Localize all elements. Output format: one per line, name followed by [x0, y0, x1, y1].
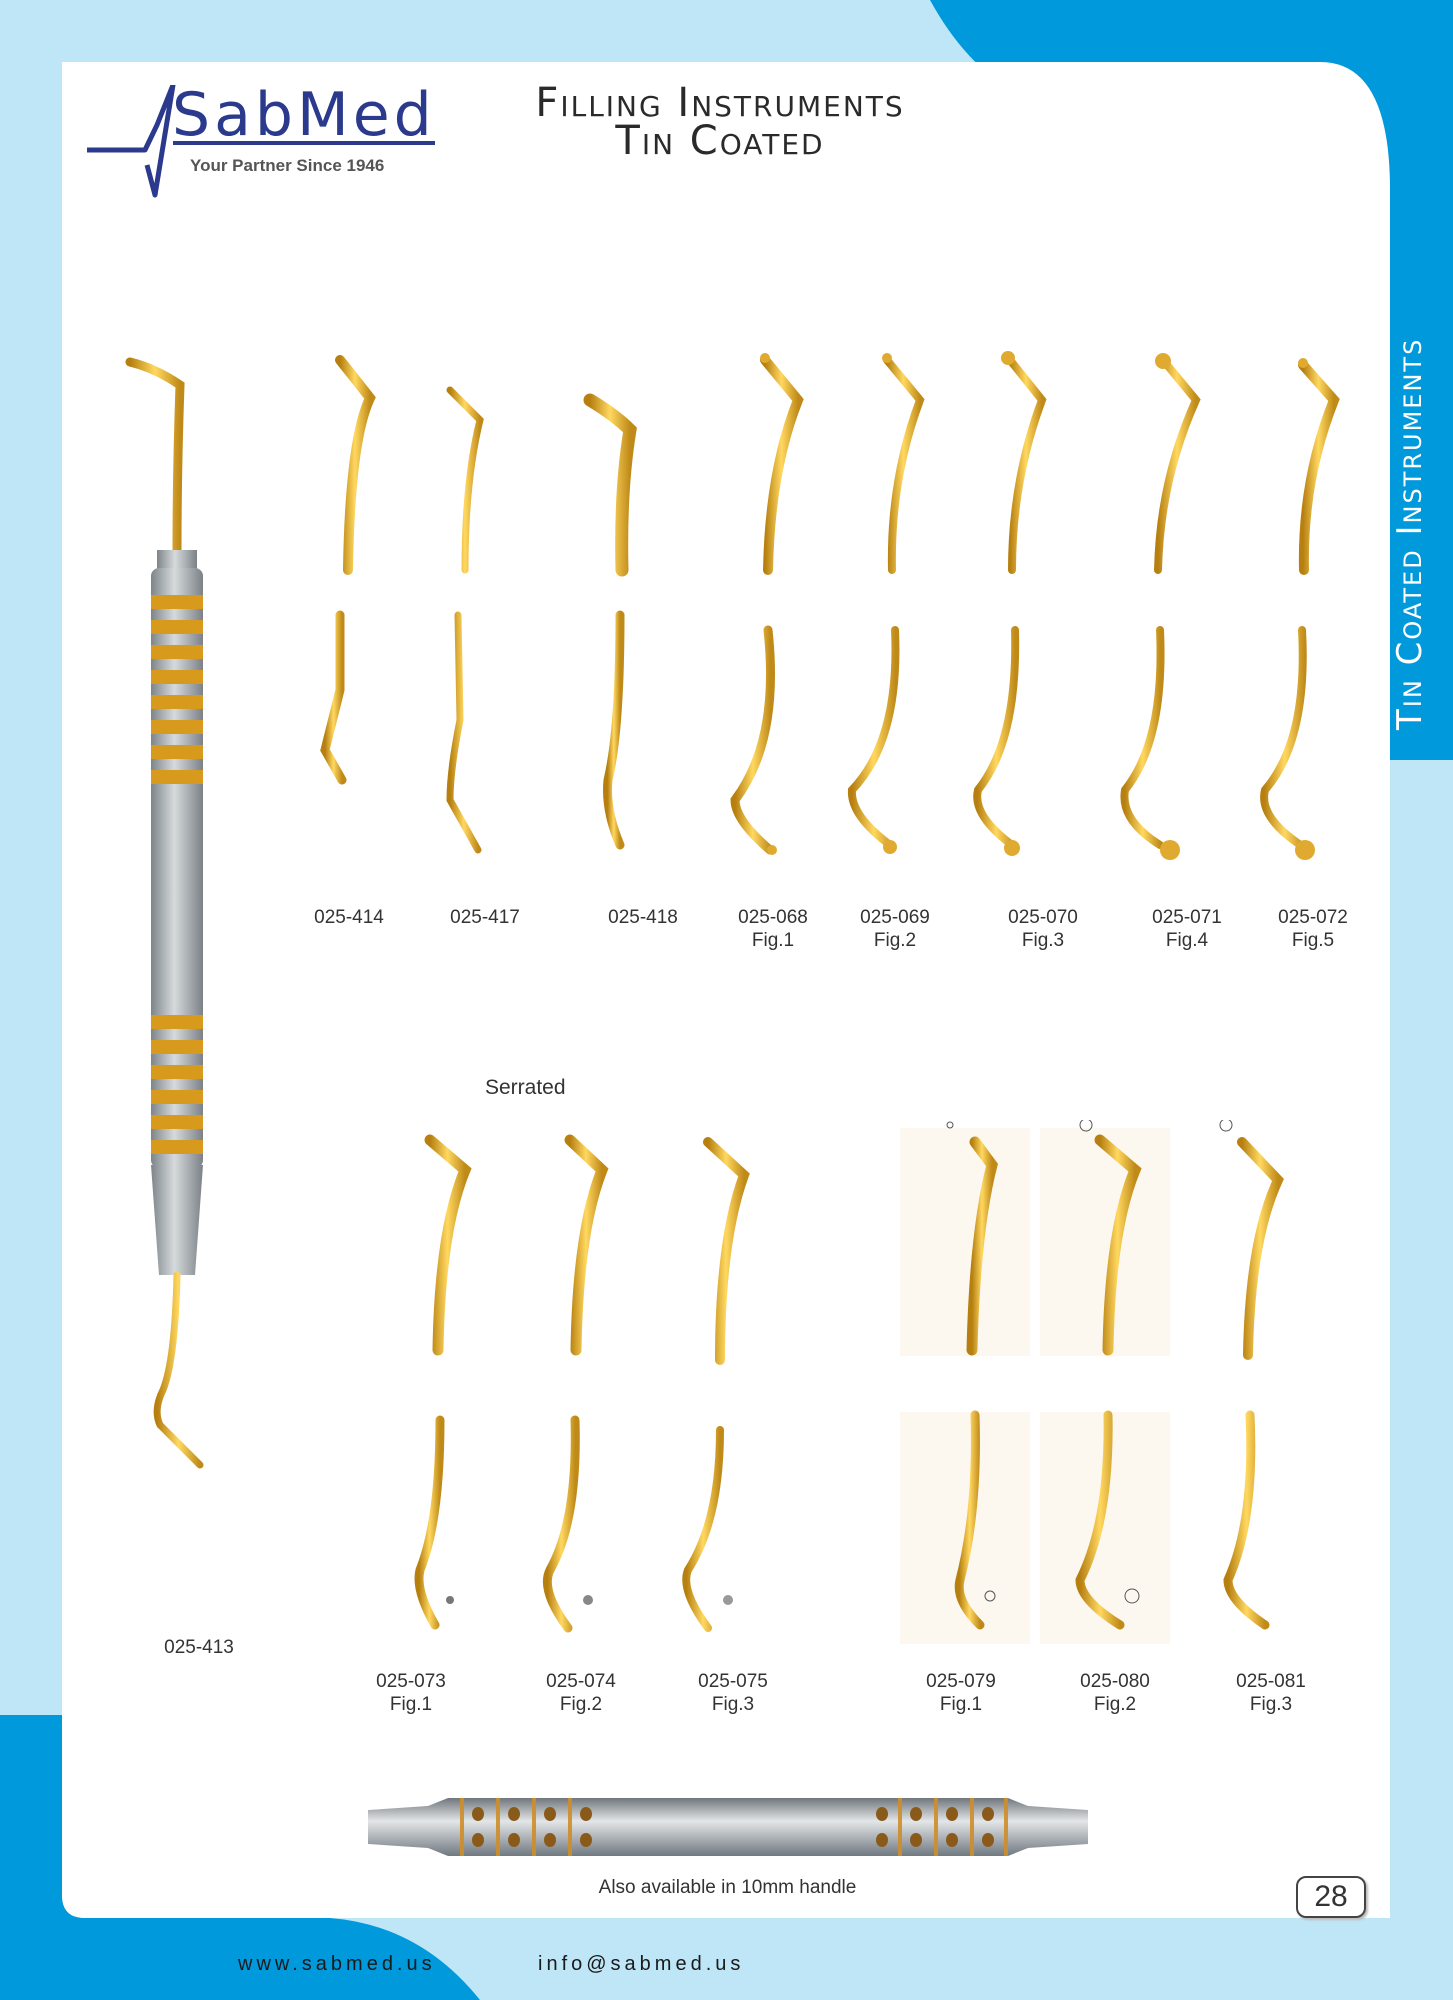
code-025-081: 025-081 Fig.3	[1236, 1671, 1306, 1715]
handle-image	[368, 1796, 1088, 1858]
footer-email[interactable]: info@sabmed.us	[538, 1953, 745, 1975]
code-025-071: 025-071 Fig.4	[1152, 907, 1222, 951]
handle-note: Also available in 10mm handle	[598, 1877, 857, 1898]
code-025-075: 025-075 Fig.3	[698, 1671, 768, 1715]
code-025-069: 025-069 Fig.2	[860, 907, 930, 951]
main-instrument-code: 025-413	[164, 1637, 234, 1658]
serrated-label: Serrated	[485, 1076, 566, 1099]
main-instrument-image	[115, 350, 235, 1530]
top-row-instrument-images	[290, 340, 1360, 880]
code-025-074: 025-074 Fig.2	[546, 1671, 616, 1715]
code-025-073: 025-073 Fig.1	[376, 1671, 446, 1715]
code-025-414: 025-414	[314, 907, 384, 928]
page-title-line1: Filling Instruments	[535, 80, 905, 126]
side-label-text: Tin Coated Instruments	[1390, 337, 1430, 730]
code-025-418: 025-418	[608, 907, 678, 928]
code-025-417: 025-417	[450, 907, 520, 928]
code-025-080: 025-080 Fig.2	[1080, 1671, 1150, 1715]
card-corner	[1100, 120, 1390, 220]
page-title-line2: Tin Coated	[615, 118, 825, 164]
code-025-079: 025-079 Fig.1	[926, 1671, 996, 1715]
bottom-instrument-images	[390, 1120, 1310, 1650]
brand-name: SabMed	[172, 80, 436, 150]
code-025-068: 025-068 Fig.1	[738, 907, 808, 951]
page-number: 28	[1296, 1876, 1366, 1918]
footer-website[interactable]: www.sabmed.us	[238, 1953, 436, 1975]
code-025-072: 025-072 Fig.5	[1278, 907, 1348, 951]
brand-tagline: Your Partner Since 1946	[190, 156, 385, 175]
code-025-070: 025-070 Fig.3	[1008, 907, 1078, 951]
